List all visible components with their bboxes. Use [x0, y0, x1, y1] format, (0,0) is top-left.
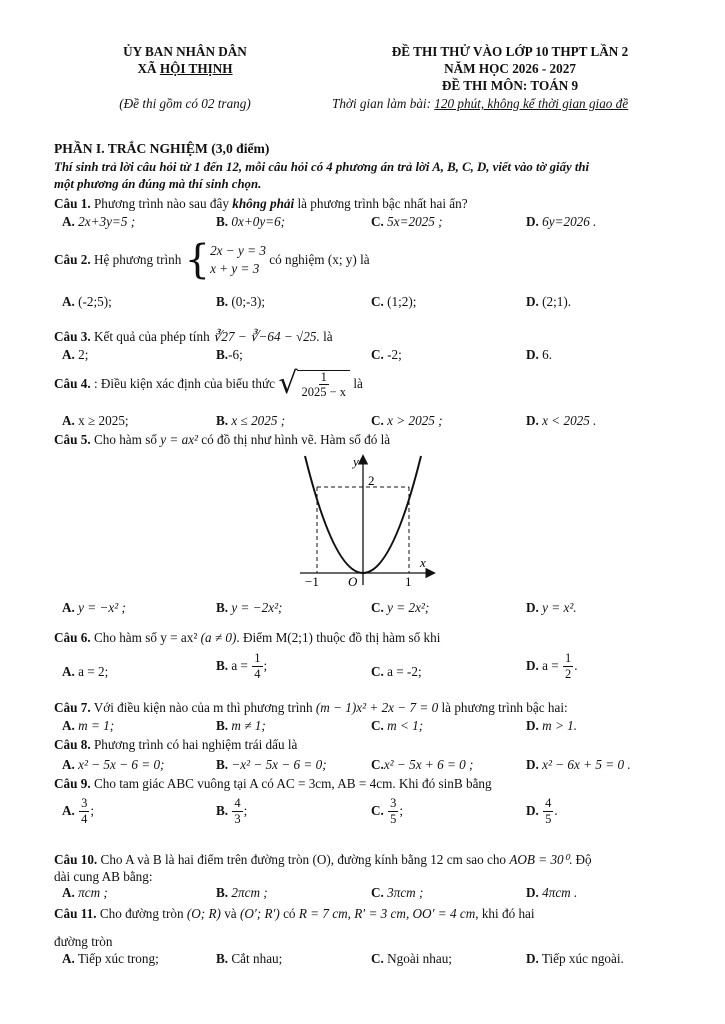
school-year: NĂM HỌC 2026 - 2027 — [444, 61, 576, 76]
q6-text-a: Cho hàm số y = ax² — [90, 630, 201, 645]
q11-option-a — [62, 951, 159, 967]
opt-label: B. — [216, 294, 229, 309]
opt-label: D. — [526, 214, 539, 229]
q2-option-c — [371, 294, 416, 310]
q8-c-text: x² − 5x + 6 = 0 ; — [383, 757, 474, 772]
q10-option-a — [62, 885, 108, 901]
q2-label: Câu 2. — [54, 252, 91, 267]
q3-text-b: là — [319, 329, 333, 344]
x-axis-label: x — [420, 555, 426, 570]
q9-d-num: 4 — [545, 796, 552, 810]
q2-text-a: Hệ phương trình — [90, 252, 185, 267]
tick-x-neg1: −1 — [305, 574, 319, 589]
opt-label: C. — [371, 718, 384, 733]
system-eq1: 2x − y = 3 — [210, 243, 266, 259]
q11-label: Câu 11. — [54, 906, 97, 921]
q6-c-text: a = -2; — [387, 664, 422, 679]
q5-d-text: y = x². — [542, 600, 577, 615]
opt-label: B. — [216, 803, 229, 818]
question-1 — [54, 196, 468, 212]
q4-numerator: 1 — [320, 369, 327, 384]
q10-d-text: 4πcm . — [542, 885, 578, 900]
q6-b-post: ; — [263, 658, 268, 673]
opt-label: C. — [371, 951, 384, 966]
commune-name — [90, 61, 280, 77]
q11-d-text: Tiếp xúc ngoài. — [541, 951, 624, 966]
q10-option-b — [216, 885, 268, 901]
q11-option-b — [216, 951, 282, 967]
opt-label: C. — [371, 600, 384, 615]
q8-label: Câu 8. — [54, 737, 91, 752]
opt-label: D. — [526, 600, 539, 615]
q10-label: Câu 10. — [54, 852, 98, 867]
opt-label: A. — [62, 718, 75, 733]
q6-option-c — [371, 664, 422, 680]
time-limit — [332, 96, 628, 112]
q6-label: Câu 6. — [54, 630, 91, 645]
system-eq2: x + y = 3 — [210, 261, 260, 276]
opt-label: D. — [526, 718, 539, 733]
opt-label: A. — [62, 347, 75, 362]
q8-d-text: x² − 6x + 5 = 0 . — [542, 757, 631, 772]
q7-option-d — [526, 718, 577, 734]
q1-label: Câu 1. — [54, 196, 91, 211]
q4-d-text: x < 2025 . — [542, 413, 597, 428]
q1-a-text: 2x+3y=5 ; — [78, 214, 136, 229]
q9-a-num: 3 — [81, 796, 88, 810]
opt-label: B. — [216, 757, 229, 772]
instructions-line2: một phương án đúng mà thí sinh chọn. — [54, 177, 262, 191]
authority-name: ỦY BAN NHÂN DÂN — [123, 44, 247, 59]
q11-a-text: Tiếp xúc trong; — [77, 951, 159, 966]
q10-angle: AOB = 30⁰ — [509, 852, 569, 867]
q6-d-num: 1 — [565, 651, 572, 665]
page-count-note: (Đề thi gồm có 02 trang) — [119, 96, 251, 111]
q5-label: Câu 5. — [54, 432, 91, 447]
q6-d-den: 2 — [565, 666, 572, 681]
opt-label: C. — [371, 803, 384, 818]
q11-option-d — [526, 951, 624, 967]
question-10 — [54, 852, 592, 868]
opt-label: C. — [371, 347, 384, 362]
opt-label: A. — [62, 885, 75, 900]
exam-title: ĐỀ THI THỬ VÀO LỚP 10 THPT LẦN 2 — [391, 44, 629, 59]
opt-label: A. — [62, 294, 75, 309]
q10-line2: dài cung AB bằng: — [54, 869, 153, 884]
opt-label: D. — [526, 347, 539, 362]
y-axis-label: y — [353, 454, 359, 469]
q3-option-c — [371, 347, 402, 363]
q5-option-d — [526, 600, 577, 616]
commune-prefix: XÃ — [137, 61, 160, 76]
opt-label: B. — [216, 600, 229, 615]
q11-b-text: Cắt nhau; — [231, 951, 283, 966]
question-11 — [54, 906, 535, 922]
q5-b-text: y = −2x²; — [231, 600, 283, 615]
opt-label: B. — [216, 718, 229, 733]
q9-option-b — [216, 797, 247, 825]
q1-option-a — [62, 214, 135, 230]
q9-option-a — [62, 797, 94, 825]
q4-option-d — [526, 413, 596, 429]
opt-label: C. — [371, 214, 384, 229]
opt-label: B. — [216, 413, 229, 428]
opt-label: B. — [216, 214, 229, 229]
question-7 — [54, 700, 568, 716]
q11-circle1: (O; R) — [186, 906, 221, 921]
q6-option-d — [526, 652, 578, 680]
question-5 — [54, 432, 390, 448]
opt-label: A. — [62, 803, 75, 818]
sqrt-sign: √ — [278, 366, 298, 401]
q5-option-a — [62, 600, 126, 616]
parabola-graph — [290, 450, 440, 590]
commune-underlined: HỘI THỊNH — [159, 61, 233, 76]
q4-text-b: là — [350, 376, 363, 391]
q2-option-b — [216, 294, 265, 310]
opt-label: A. — [62, 214, 75, 229]
q6-option-b — [216, 652, 267, 680]
opt-label: C. — [371, 757, 384, 772]
q7-text-a: Với điều kiện nào của m thì phương trình — [90, 700, 316, 715]
instructions-line1: Thí sinh trả lời câu hỏi từ 1 đến 12, mỗi câu hỏi có 4 phương án trả lời A, B, C, D, viết vào tờ giấy thi — [54, 160, 590, 174]
tick-y-2: 2 — [368, 473, 375, 488]
q3-option-b — [216, 347, 243, 363]
q4-option-b — [216, 413, 285, 429]
q2-option-d — [526, 294, 571, 310]
q2-text-b: có nghiệm (x; y) là — [265, 252, 370, 267]
q7-label: Câu 7. — [54, 700, 91, 715]
q4-label: Câu 4. — [54, 376, 91, 391]
q6-a-text: a = 2; — [78, 664, 109, 679]
tick-x-1: 1 — [405, 574, 412, 589]
question-4 — [54, 366, 363, 401]
q11-text-a: Cho đường tròn — [96, 906, 187, 921]
opt-label: B. — [216, 885, 229, 900]
q11-text-b: và — [220, 906, 240, 921]
question-8 — [54, 737, 297, 753]
q5-option-b — [216, 600, 282, 616]
q11-line2: đường tròn — [54, 934, 113, 949]
q9-c-den: 5 — [390, 811, 397, 826]
q9-c-post: ; — [399, 803, 404, 818]
q3-label: Câu 3. — [54, 329, 91, 344]
q10-option-c — [371, 885, 423, 901]
q5-text-b: có đồ thị như hình vẽ. Hàm số đó là — [198, 432, 391, 447]
q9-b-num: 4 — [234, 796, 241, 810]
opt-label: D. — [526, 951, 539, 966]
system-brace: { — [184, 237, 211, 283]
opt-label: A. — [62, 664, 75, 679]
question-6 — [54, 630, 440, 646]
q5-a-text: y = −x² ; — [78, 600, 126, 615]
q8-b-text: −x² − 5x − 6 = 0; — [231, 757, 327, 772]
q3-option-a — [62, 347, 88, 363]
q11-condition: R = 7 cm, R′ = 3 cm, OO′ = 4 cm — [298, 906, 476, 921]
q11-circle2: (O′; R′) — [239, 906, 280, 921]
q9-option-c — [371, 797, 403, 825]
q9-b-den: 3 — [234, 811, 241, 826]
question-9 — [54, 776, 492, 792]
opt-label: C. — [371, 294, 384, 309]
q1-c-text: 5x=2025 ; — [387, 214, 443, 229]
question-3 — [54, 329, 333, 345]
q5-c-text: y = 2x²; — [387, 600, 430, 615]
q7-option-b — [216, 718, 266, 734]
q1-option-c — [371, 214, 443, 230]
q6-d-pre: a = — [542, 658, 563, 673]
q4-option-c — [371, 413, 443, 429]
q8-option-b — [216, 757, 327, 773]
q10-text-b: . Độ — [568, 852, 592, 867]
q2-b-text: (0;-3); — [231, 294, 266, 309]
q10-b-text: 2πcm ; — [231, 885, 268, 900]
q5-option-c — [371, 600, 429, 616]
q9-text-a: Cho tam giác ABC vuông tại A có AC = 3cm, AB = 4cm. Khi đó sinB bằng — [90, 776, 492, 791]
q5-text-a: Cho hàm số — [90, 432, 161, 447]
q1-text-c: là phương trình bậc nhất hai ẩn? — [294, 196, 468, 211]
q10-c-text: 3πcm ; — [387, 885, 424, 900]
q4-denominator: 2025 − x — [301, 385, 347, 399]
q9-a-den: 4 — [81, 811, 88, 826]
q6-option-a — [62, 664, 108, 680]
opt-label: D. — [526, 803, 539, 818]
q9-c-num: 3 — [390, 796, 397, 810]
sqrt-radicand — [297, 370, 350, 399]
q11-text-d: , khi đó hai — [475, 906, 535, 921]
opt-label: D. — [526, 413, 539, 428]
q2-option-a — [62, 294, 112, 310]
q7-a-text: m = 1; — [78, 718, 115, 733]
opt-label: A. — [62, 951, 75, 966]
q1-text-emph: không phải — [232, 196, 295, 211]
q11-option-c — [371, 951, 452, 967]
question-2 — [54, 237, 370, 283]
opt-label: D. — [526, 885, 539, 900]
q3-option-d — [526, 347, 552, 363]
opt-label: D. — [526, 294, 539, 309]
q5-function: y = ax² — [160, 432, 198, 447]
subject: ĐỀ THI MÔN: TOÁN 9 — [441, 78, 579, 93]
opt-label: B. — [216, 347, 229, 362]
q4-a-text: x ≥ 2025; — [78, 413, 129, 428]
opt-label: C. — [371, 664, 384, 679]
q11-text-c: có — [279, 906, 299, 921]
q8-option-c — [371, 757, 473, 773]
section-title: PHẦN I. TRẮC NGHIỆM (3,0 điểm) — [54, 141, 270, 156]
q6-b-num: 1 — [254, 651, 261, 665]
q7-text-b: là phương trình bậc hai: — [438, 700, 568, 715]
system-equations — [210, 242, 266, 278]
opt-label: C. — [371, 885, 384, 900]
q4-text-a: : Điều kiện xác định của biểu thức — [90, 376, 279, 391]
q4-b-text: x ≤ 2025 ; — [231, 413, 286, 428]
q1-text-a: Phương trình nào sau đây — [90, 196, 233, 211]
q9-option-d — [526, 797, 558, 825]
opt-label: A. — [62, 600, 75, 615]
q3-d-text: 6. — [542, 347, 553, 362]
q7-equation: (m − 1)x² + 2x − 7 = 0 — [315, 700, 439, 715]
q9-a-post: ; — [90, 803, 95, 818]
q6-b-pre: a = — [231, 658, 252, 673]
q4-c-text: x > 2025 ; — [387, 413, 443, 428]
q6-d-post: . — [574, 658, 578, 673]
q9-label: Câu 9. — [54, 776, 91, 791]
q2-c-text: (1;2); — [387, 294, 417, 309]
opt-label: B. — [216, 658, 229, 673]
opt-label: A. — [62, 413, 75, 428]
origin-label: O — [348, 574, 358, 589]
opt-label: A. — [62, 757, 75, 772]
opt-label: D. — [526, 757, 539, 772]
q3-text-a: Kết quả của phép tính — [90, 329, 213, 344]
q8-text-a: Phương trình có hai nghiệm trái dấu là — [90, 737, 298, 752]
q4-option-a — [62, 413, 129, 429]
q8-a-text: x² − 5x − 6 = 0; — [78, 757, 165, 772]
q3-b-text: -6; — [228, 347, 243, 362]
q7-option-a — [62, 718, 114, 734]
q7-c-text: m < 1; — [387, 718, 424, 733]
opt-label: B. — [216, 951, 229, 966]
q8-option-a — [62, 757, 164, 773]
q8-option-d — [526, 757, 631, 773]
q7-b-text: m ≠ 1; — [231, 718, 266, 733]
time-underlined: 120 phút, không kể thời gian giao đề — [434, 96, 629, 111]
q1-option-b — [216, 214, 285, 230]
q6-condition: (a ≠ 0) — [200, 630, 237, 645]
q1-d-text: 6y=2026 . — [542, 214, 597, 229]
q9-b-post: ; — [243, 803, 248, 818]
q10-a-text: πcm ; — [78, 885, 108, 900]
q9-d-post: . — [554, 803, 558, 818]
q1-b-text: 0x+0y=6; — [231, 214, 286, 229]
q6-b-den: 4 — [254, 666, 261, 681]
q6-text-b: . Điểm M(2;1) thuộc đồ thị hàm số khi — [236, 630, 441, 645]
time-prefix: Thời gian làm bài: — [332, 96, 435, 111]
q10-option-d — [526, 885, 577, 901]
q9-d-den: 5 — [545, 811, 552, 826]
q10-text-a: Cho A và B là hai điểm trên đường tròn (O), đường kính bằng 12 cm sao cho — [97, 852, 510, 867]
q11-c-text: Ngoài nhau; — [387, 951, 452, 966]
q3-c-text: -2; — [387, 347, 402, 362]
q2-a-text: (-2;5); — [78, 294, 112, 309]
q7-option-c — [371, 718, 423, 734]
q1-option-d — [526, 214, 596, 230]
q3-a-text: 2; — [78, 347, 89, 362]
q7-d-text: m > 1. — [542, 718, 578, 733]
opt-label: D. — [526, 658, 539, 673]
q3-expression: ∛27 − ∛−64 − √25. — [212, 329, 320, 344]
opt-label: C. — [371, 413, 384, 428]
q2-d-text: (2;1). — [542, 294, 572, 309]
